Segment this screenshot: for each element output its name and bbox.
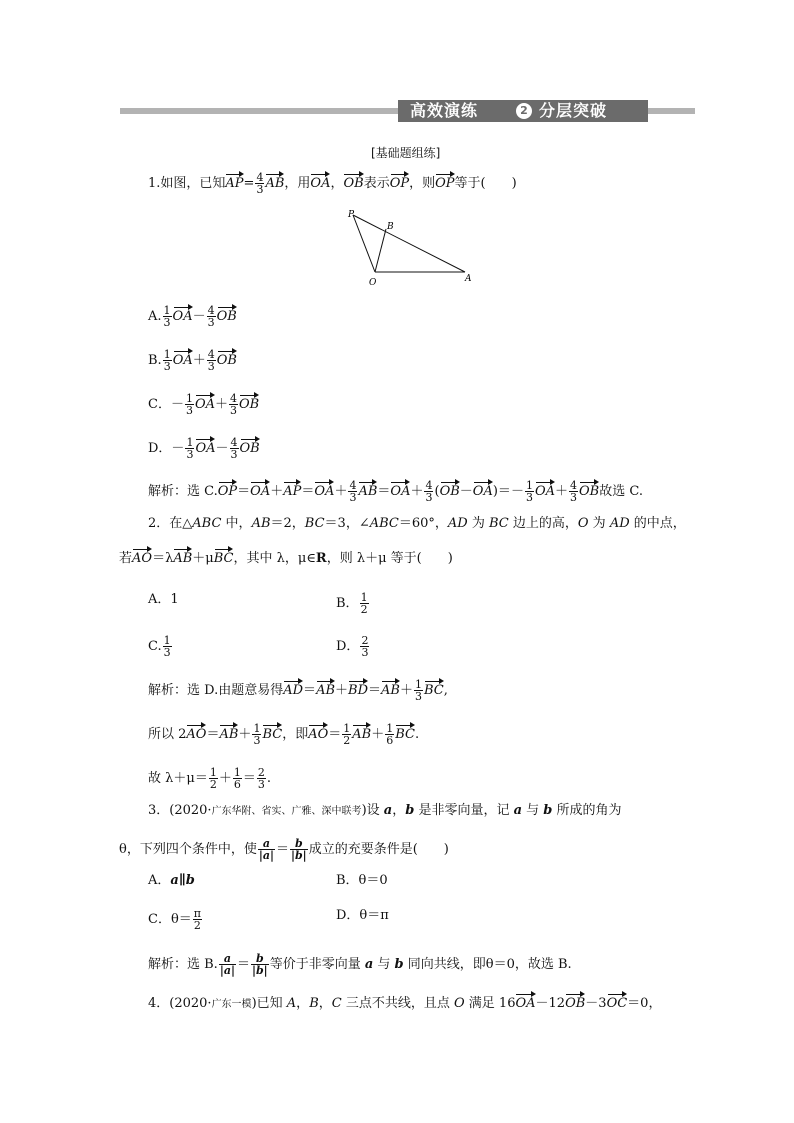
section-title: [基础题组练] — [371, 146, 441, 160]
q2-option-b: B． $\frac{1}{2}$ — [336, 591, 368, 616]
q1-option-c: C．－ $\frac{1}{3}$ OA＋ $\frac{4}{3}$ OB — [148, 392, 260, 417]
point-label-o: O — [369, 278, 377, 288]
q2-stem-line2: 若AO＝λAB＋μBC，其中 λ，μ∈R，则 λ＋μ 等于( ) — [119, 551, 453, 566]
q2-stem-line1: 2．在△ABC 中，AB＝2，BC＝3，∠ABC＝60°，AD 为 BC 边上的高，O 为 AD 的中点， — [148, 516, 686, 531]
q3-option-c: C．θ＝ $\frac{\pi}{2}$ — [148, 907, 202, 932]
q3-stem-line1: 3．(2020·广东华附、省实、广雅、深中联考)设 a，b 是非零向量，记 a 与 b 所成的角为 — [148, 803, 622, 818]
q2-analysis-line3: 故 λ＋μ＝ $\frac{1}{2}$ ＋ $\frac{1}{6}$ ＝ $\frac{2}{3}$ . — [148, 766, 271, 791]
q1-triangle-figure — [340, 205, 480, 290]
q3-option-b: B．θ＝0 — [336, 873, 388, 888]
q3-analysis: 解析：选 B. $\frac{a}{|a|}$ ＝ $\frac{b}{|b|}$ 等价于非零向量 a 与 b 同向共线，即θ＝0，故选 B. — [148, 952, 572, 977]
point-label-p: P — [348, 210, 355, 220]
q1-option-b: B. $\frac{1}{3}$ OA＋ $\frac{4}{3}$ OB — [148, 348, 237, 373]
banner-number-badge: 2 — [516, 103, 532, 119]
point-label-b: B — [387, 222, 394, 232]
q3-option-d: D．θ＝π — [336, 908, 389, 923]
banner-title — [398, 100, 648, 122]
q1-option-a: A. $\frac{1}{3}$ OA－ $\frac{4}{3}$ OB — [148, 304, 237, 329]
q1-analysis: 解析：选 C.OP＝OA＋AP＝OA＋ $\frac{4}{3}$ AB＝OA＋ $\frac{4}{3}$ (OB－OA)＝－ $\frac{1}{3}$ OA＋ $\frac{4}{3}$ OB故选 C. — [148, 479, 643, 504]
point-label-a: A — [465, 274, 472, 284]
q2-analysis-line1: 解析：选 D.由题意易得AD＝AB＋BD＝AB＋ $\frac{1}{3}$ BC, — [148, 678, 448, 703]
q3-option-a: A．a∥b — [148, 873, 195, 888]
q2-option-d: D． $\frac{2}{3}$ — [336, 634, 369, 659]
q1-stem: 1.如图，已知AP= $\frac{4}{3}$ AB，用OA，OB表示OP，则OP等于( ) — [148, 171, 517, 196]
banner-right-text: 分层突破 — [539, 101, 608, 120]
q1-option-d: D．－ $\frac{1}{3}$ OA－ $\frac{4}{3}$ OB — [148, 436, 260, 461]
banner-left-text: 高效演练 — [410, 101, 479, 120]
q2-option-a: A．1 — [148, 592, 179, 607]
q4-stem: 4．(2020·广东一模)已知 A，B，C 三点不共线，且点 O 满足 16OA－12OB－3OC＝0， — [148, 996, 662, 1011]
q3-stem-line2: θ，下列四个条件中，使 $\frac{a}{|a|}$ ＝ $\frac{b}{|b|}$ 成立的充要条件是( ) — [119, 837, 449, 862]
q2-option-c: C. $\frac{1}{3}$ — [148, 634, 171, 659]
section-banner — [120, 100, 695, 122]
q2-analysis-line2: 所以 2AO＝AB＋ $\frac{1}{3}$ BC，即AO＝ $\frac{1}{2}$ AB＋ $\frac{1}{6}$ BC. — [148, 722, 420, 747]
